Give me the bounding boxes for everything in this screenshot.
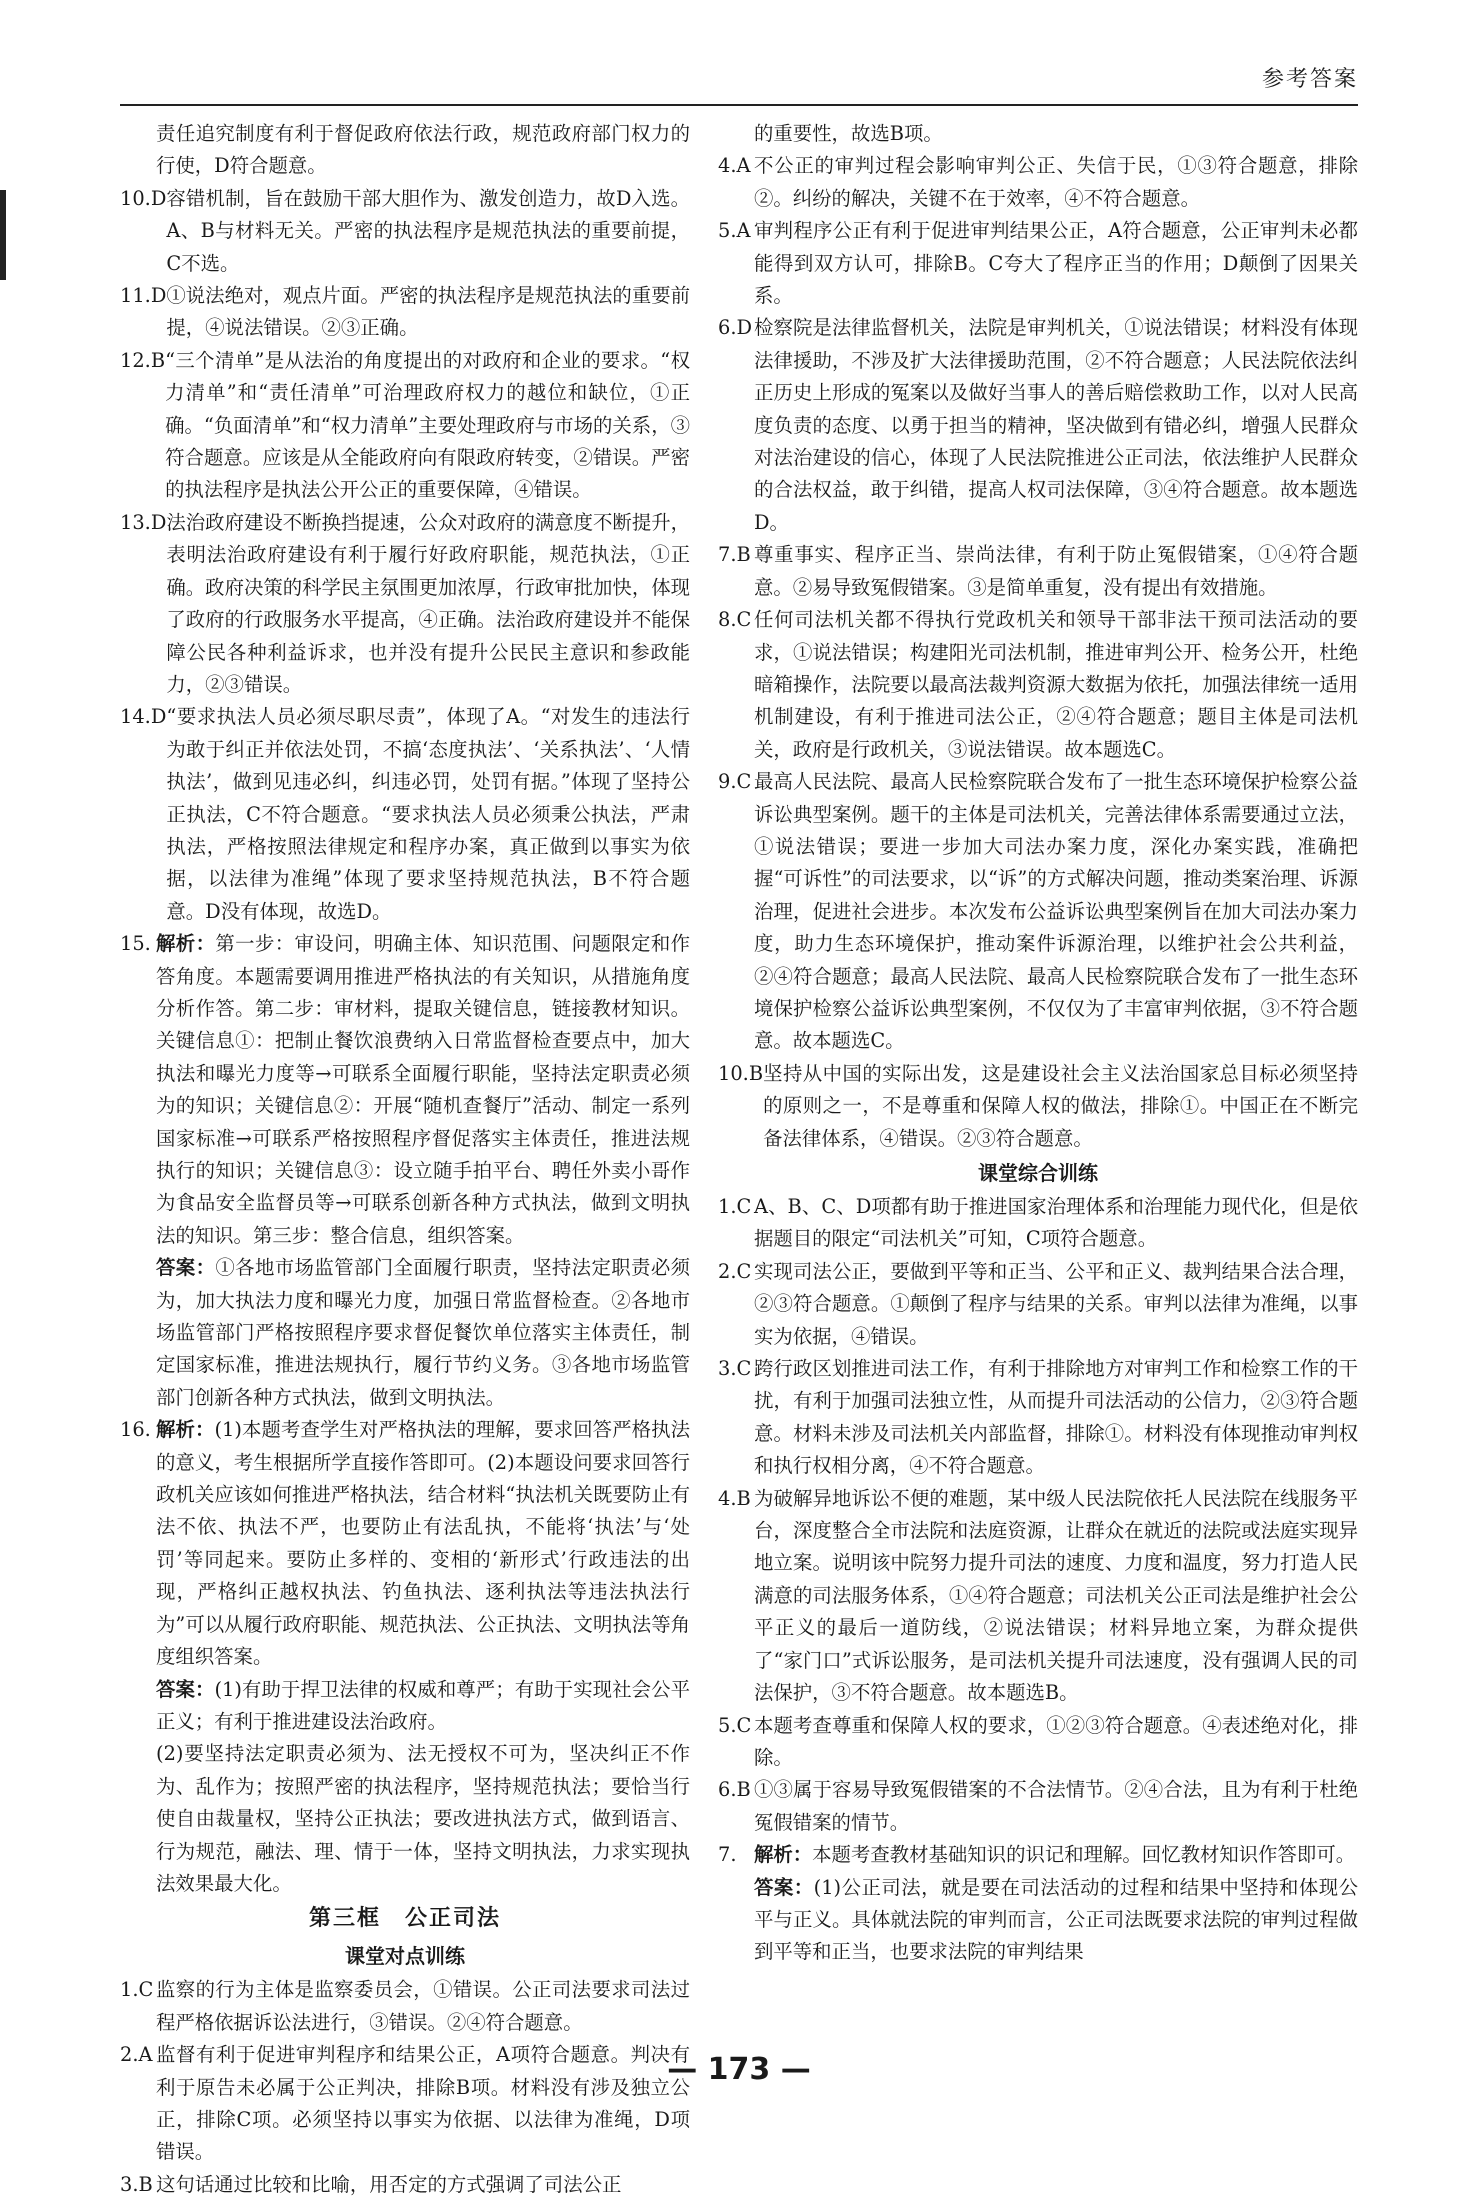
answer-item [718, 312, 1358, 539]
answer-number: 3.C [718, 1357, 752, 1381]
analysis-text: (1)本题考查学生对严格执法的理解，要求回答严格执法的意义，考生根据所学直接作答即可。(2)本题设问要求回答行政机关应该如何推进严格执法，结合材料“执法机关既要防止有法不依、执法不严，也要防止有法乱执，不能将‘执法’与‘处罚’等同起来。要防止多样的、变相的‘新形式’行政违法的出现，严格纠正越权执法、钓鱼执法、逐利执法等违法执法行为”可以从履行政府职能、规范执法、公正执法、文明执法等角度组织答案。 [156, 1418, 691, 1669]
answer-item [718, 604, 1358, 766]
answer-number: 10.B [718, 1061, 764, 1085]
answer-item [718, 539, 1358, 604]
analysis-label: 解析： [754, 1843, 813, 1867]
answer-content: (1)有助于捍卫法律的权威和尊严；有助于实现社会公平正义；有利于推进建设法治政府。 [156, 1677, 691, 1733]
answer-item [718, 1774, 1358, 1839]
answer-text: 任何司法机关都不得执行党政机关和领导干部非法干预司法活动的要求，①说法错误；构建阳光司法机制，推进审判公开、检务公开，杜绝暗箱操作，法院要以最高法裁判资源大数据为依托，加强法律统一适用机制建设，有利于推进司法公正，②④符合题意；题目主体是司法机关，政府是行政机关，③说法错误。故本题选C。 [754, 608, 1358, 761]
answer-label: 答案： [156, 1677, 215, 1701]
answer-text: A、B、C、D项都有助于推进国家治理体系和治理能力现代化，但是依据题目的限定“司法机关”可知，C项符合题意。 [754, 1195, 1358, 1251]
answer-text: 审判程序公正有利于促进审判结果公正，A符合题意，公正审判未必都能得到双方认可，排除B。C夸大了程序正当的作用；D颠倒了因果关系。 [754, 219, 1358, 308]
answer-item [120, 2169, 690, 2201]
page-edge-marker [0, 190, 6, 280]
answer-number: 4.B [718, 1486, 751, 1510]
answer-item [120, 1974, 690, 2039]
answer-item [718, 150, 1358, 215]
answer-text [754, 1839, 1358, 1871]
section-title: 课堂综合训练 [978, 1161, 1098, 1185]
answer-item [120, 1414, 690, 1673]
answer-number: 3.B [120, 2172, 153, 2196]
analysis-label: 解析： [156, 1418, 215, 1442]
answer-item [120, 928, 690, 1252]
answer-number: 5.A [718, 219, 751, 243]
answer-item [120, 345, 690, 507]
answer-item [718, 766, 1358, 1058]
answer-text: ①说法绝对，观点片面。严密的执法程序是规范执法的重要前提，④说法错误。②③正确。 [166, 284, 690, 340]
answer-text: 为破解异地诉讼不便的难题，某中级人民法院依托人民法院在线服务平台，深度整合全市法院和法庭资源，让群众在就近的法院或法庭实现异地立案。说明该中院努力提升司法的速度、力度和温度，努力打造人民满意的司法服务体系，①④符合题意；司法机关公正司法是维护社会公平正义的最后一道防线，②说法错误；材料异地立案，为群众提供了“家门口”式诉讼服务，是司法机关提升司法速度，没有强调人民的司法保护，③不符合题意。故本题选B。 [754, 1486, 1358, 1705]
answer-number: 1.C [120, 1978, 154, 2002]
continued-text: 责任追究制度有利于督促政府依法行政，规范政府部门权力的行使，D符合题意。 [156, 122, 690, 178]
answer-content: ①各地市场监管部门全面履行职责，坚持法定职责必须为，加大执法力度和曝光力度，加强日常监督检查。②各地市场监管部门严格按照程序要求督促餐饮单位落实主体责任，制定国家标准，推进法规执行，履行节约义务。③各地市场监管部门创新各种方式执法，做到文明执法。 [156, 1256, 691, 1409]
answer-number: 11.D [120, 284, 167, 308]
answer-text: 检察院是法律监督机关，法院是审判机关，①说法错误；材料没有体现法律援助，不涉及扩大法律援助范围，②不符合题意；人民法院依法纠正历史上形成的冤案以及做好当事人的善后赔偿救助工作，以对人民高度负责的态度、以勇于担当的精神，坚决做到有错必纠，增强人民群众对法治建设的信心，体现了人民法院推进公正司法，依法维护人民群众的合法权益，敢于纠错，提高人权司法保障，③④符合题意。故本题选D。 [754, 316, 1358, 534]
answer-item [120, 701, 690, 928]
answer-paragraph [718, 1872, 1358, 1969]
analysis-text: 本题考查教材基础知识的识记和理解。回忆教材知识作答即可。 [812, 1843, 1356, 1867]
answer-number: 2.C [718, 1259, 752, 1283]
answer-content: (1)公正司法，就是要在司法活动的过程和结果中坚持和体现公平与正义。具体就法院的审判而言，公正司法既要求法院的审判过程做到平等和正当，也要求法院的审判结果 [754, 1875, 1359, 1964]
answer-text: “要求执法人员必须尽职尽责”，体现了A。“对发生的违法行为敢于纠正并依法处罚，不搞‘态度执法’、‘关系执法’、‘人情执法’，做到见违必纠，纠违必罚，处罚有据。”体现了坚持公正执法，C不符合题意。“要求执法人员必须秉公执法，严肃执法，严格按照法律规定和程序办案，真正做到以事实为依据，以法律为准绳”体现了要求坚持规范执法，B不符合题意。D没有体现，故选D。 [166, 705, 690, 923]
answer-text: 尊重事实、程序正当、崇尚法律，有利于防止冤假错案，①④符合题意。②易导致冤假错案。③是简单重复，没有提出有效措施。 [754, 543, 1358, 599]
answer-text: ①③属于容易导致冤假错案的不合法情节。②④合法，且为有利于杜绝冤假错案的情节。 [754, 1778, 1358, 1834]
answer-number: 13.D [120, 510, 167, 534]
answer-item [718, 1483, 1358, 1710]
answer-item [120, 280, 690, 345]
answer-paragraph [120, 1674, 690, 1739]
answer-text [156, 1414, 690, 1673]
page-number: — 173 — [667, 2052, 811, 2087]
answer-number: 7.B [718, 543, 751, 567]
answer-item [718, 215, 1358, 312]
answer-number: 6.B [718, 1778, 751, 1802]
answer-number: 12.B [120, 348, 166, 372]
continued-text: 的重要性，故选B项。 [754, 122, 943, 145]
answer-text: 容错机制，旨在鼓励干部大胆作为、激发创造力，故D入选。A、B与材料无关。严密的执法程序是规范执法的重要前提，C不选。 [166, 186, 690, 275]
analysis-label: 解析： [156, 932, 216, 956]
answer-text: 不公正的审判过程会影响审判公正、失信于民，①③符合题意，排除②。纠纷的解决，关键不在于效率，④不符合题意。 [754, 154, 1358, 210]
answer-number: 1.C [718, 1195, 752, 1218]
answer-text [156, 928, 690, 1252]
answer-text: “三个清单”是从法治的角度提出的对政府和企业的要求。“权力清单”和“责任清单”可治理政府权力的越位和缺位，①正确。“负面清单”和“权力清单”主要处理政府与市场的关系，③符合题意。应该是从全能政府向有限政府转变，②错误。严密的执法程序是执法公开公正的重要保障，④错误。 [165, 348, 690, 502]
answer-number: 6.D [718, 316, 753, 340]
left-column [120, 118, 690, 2201]
answer-item [718, 1839, 1358, 1871]
answer-item [718, 1058, 1358, 1155]
answer-number: 2.A [120, 2043, 153, 2067]
header-divider [120, 104, 1358, 106]
answer-text: 最高人民法院、最高人民检察院联合发布了一批生态环境保护检察公益诉讼典型案例。题干的主体是司法机关，完善法律体系需要通过立法，①说法错误；要进一步加大司法办案力度，深化办案实践，准确把握“可诉性”的司法要求，以“诉”的方式解决问题，推动类案治理、诉源治理，促进社会进步。本次发布公益诉讼典型案例旨在加大司法办案力度，助力生态环境保护，推动案件诉源治理，以维护社会公共利益，②④符合题意；最高人民法院、最高人民检察院联合发布了一批生态环境保护检察公益诉讼典型案例，不仅仅为了丰富审判依据，③不符合题意。故本题选C。 [754, 770, 1358, 1053]
answer-item [718, 1710, 1358, 1775]
right-column [718, 118, 1358, 1969]
answer-number: 15. [120, 932, 151, 956]
answer-number: 5.C [718, 1713, 752, 1737]
answer-number: 16. [120, 1418, 151, 1442]
section-title: 第三框 公正司法 [308, 1906, 501, 1932]
answer-text: 跨行政区划推进司法工作，有利于排除地方对审判工作和检察工作的干扰，有利于加强司法独立性，从而提升司法活动的公信力，②③符合题意。材料未涉及司法机关内部监督，排除①。材料没有体现推动审判权和执行权相分离，④不符合题意。 [754, 1357, 1358, 1478]
answer-text: 监督有利于促进审判程序和结果公正，A项符合题意。判决有利于原告未必属于公正判决，排除B项。材料没有涉及独立公正，排除C项。必须坚持以事实为依据、以法律为准绳，D项错误。 [156, 2043, 690, 2164]
answer-item [718, 1353, 1358, 1483]
analysis-text: 第一步：审设问，明确主体、知识范围、问题限定和作答角度。本题需要调用推进严格执法的有关知识，从措施角度分析作答。第二步：审材料，提取关键信息，链接教材知识。关键信息①：把制止餐饮浪费纳入日常监督检查要点中，加大执法和曝光力度等→可联系全面履行职能，坚持法定职责必须为的知识；关键信息②：开展“随机查餐厅”活动、制定一系列国家标准→可联系严格按照程序督促落实主体责任，推进法规执行的知识；关键信息③：设立随手拍平台、聘任外卖小哥作为食品安全监督员等→可联系创新各种方式执法，做到文明执法的知识。第三步：整合信息，组织答案。 [156, 932, 691, 1247]
answer-number: 14.D [120, 705, 167, 729]
answer-paragraph [120, 1252, 690, 1414]
answer-text: 这句话通过比较和比喻，用否定的方式强调了司法公正 [156, 2172, 622, 2196]
header-title: 参考答案 [1261, 67, 1358, 92]
answer-item [718, 1256, 1358, 1353]
answer-text: 实现司法公正，要做到平等和正当、公平和正义、裁判结果合法合理，②③符合题意。①颠倒了程序与结果的关系。审判以法律为准绳，以事实为依据，④错误。 [754, 1259, 1358, 1348]
answer-paragraph: (2)要坚持法定职责必须为、法无授权不可为，坚决纠正不作为、乱作为；按照严密的执法程序，坚持规范执法；要恰当行使自由裁量权，坚持公正执法；要改进执法方式，做到语言、行为规范，融法、理、情于一体，坚持文明执法，力求实现执法效果最大化。 [156, 1742, 690, 1895]
answer-label: 答案： [754, 1875, 814, 1899]
answer-label: 答案： [156, 1256, 216, 1280]
answer-text: 法治政府建设不断换挡提速，公众对政府的满意度不断提升，表明法治政府建设有利于履行好政府职能，规范执法，①正确。政府决策的科学民主氛围更加浓厚，行政审批加快，体现了政府的行政服务水平提高，④正确。法治政府建设并不能保障公民各种利益诉求，也并没有提升公民民主意识和参政能力，②③错误。 [166, 510, 690, 696]
answer-number: 4.A [718, 154, 751, 178]
answer-item [120, 183, 690, 280]
answer-number: 9.C [718, 770, 752, 794]
answer-text: 监察的行为主体是监察委员会，①错误。公正司法要求司法过程严格依据诉讼法进行，③错误。②④符合题意。 [156, 1978, 690, 2034]
answer-number: 8.C [718, 608, 752, 632]
answer-number: 7. [718, 1843, 737, 1867]
answer-text: 坚持从中国的实际出发，这是建设社会主义法治国家总目标必须坚持的原则之一，不是尊重和保障人权的做法，排除①。中国正在不断完备法律体系，④错误。②③符合题意。 [763, 1061, 1358, 1150]
answer-item [718, 1191, 1358, 1256]
answer-text: 本题考查尊重和保障人权的要求，①②③符合题意。④表述绝对化，排除。 [754, 1713, 1358, 1769]
answer-number: 10.D [120, 186, 167, 210]
answer-item [120, 507, 690, 701]
subsection-title: 课堂对点训练 [345, 1944, 465, 1969]
